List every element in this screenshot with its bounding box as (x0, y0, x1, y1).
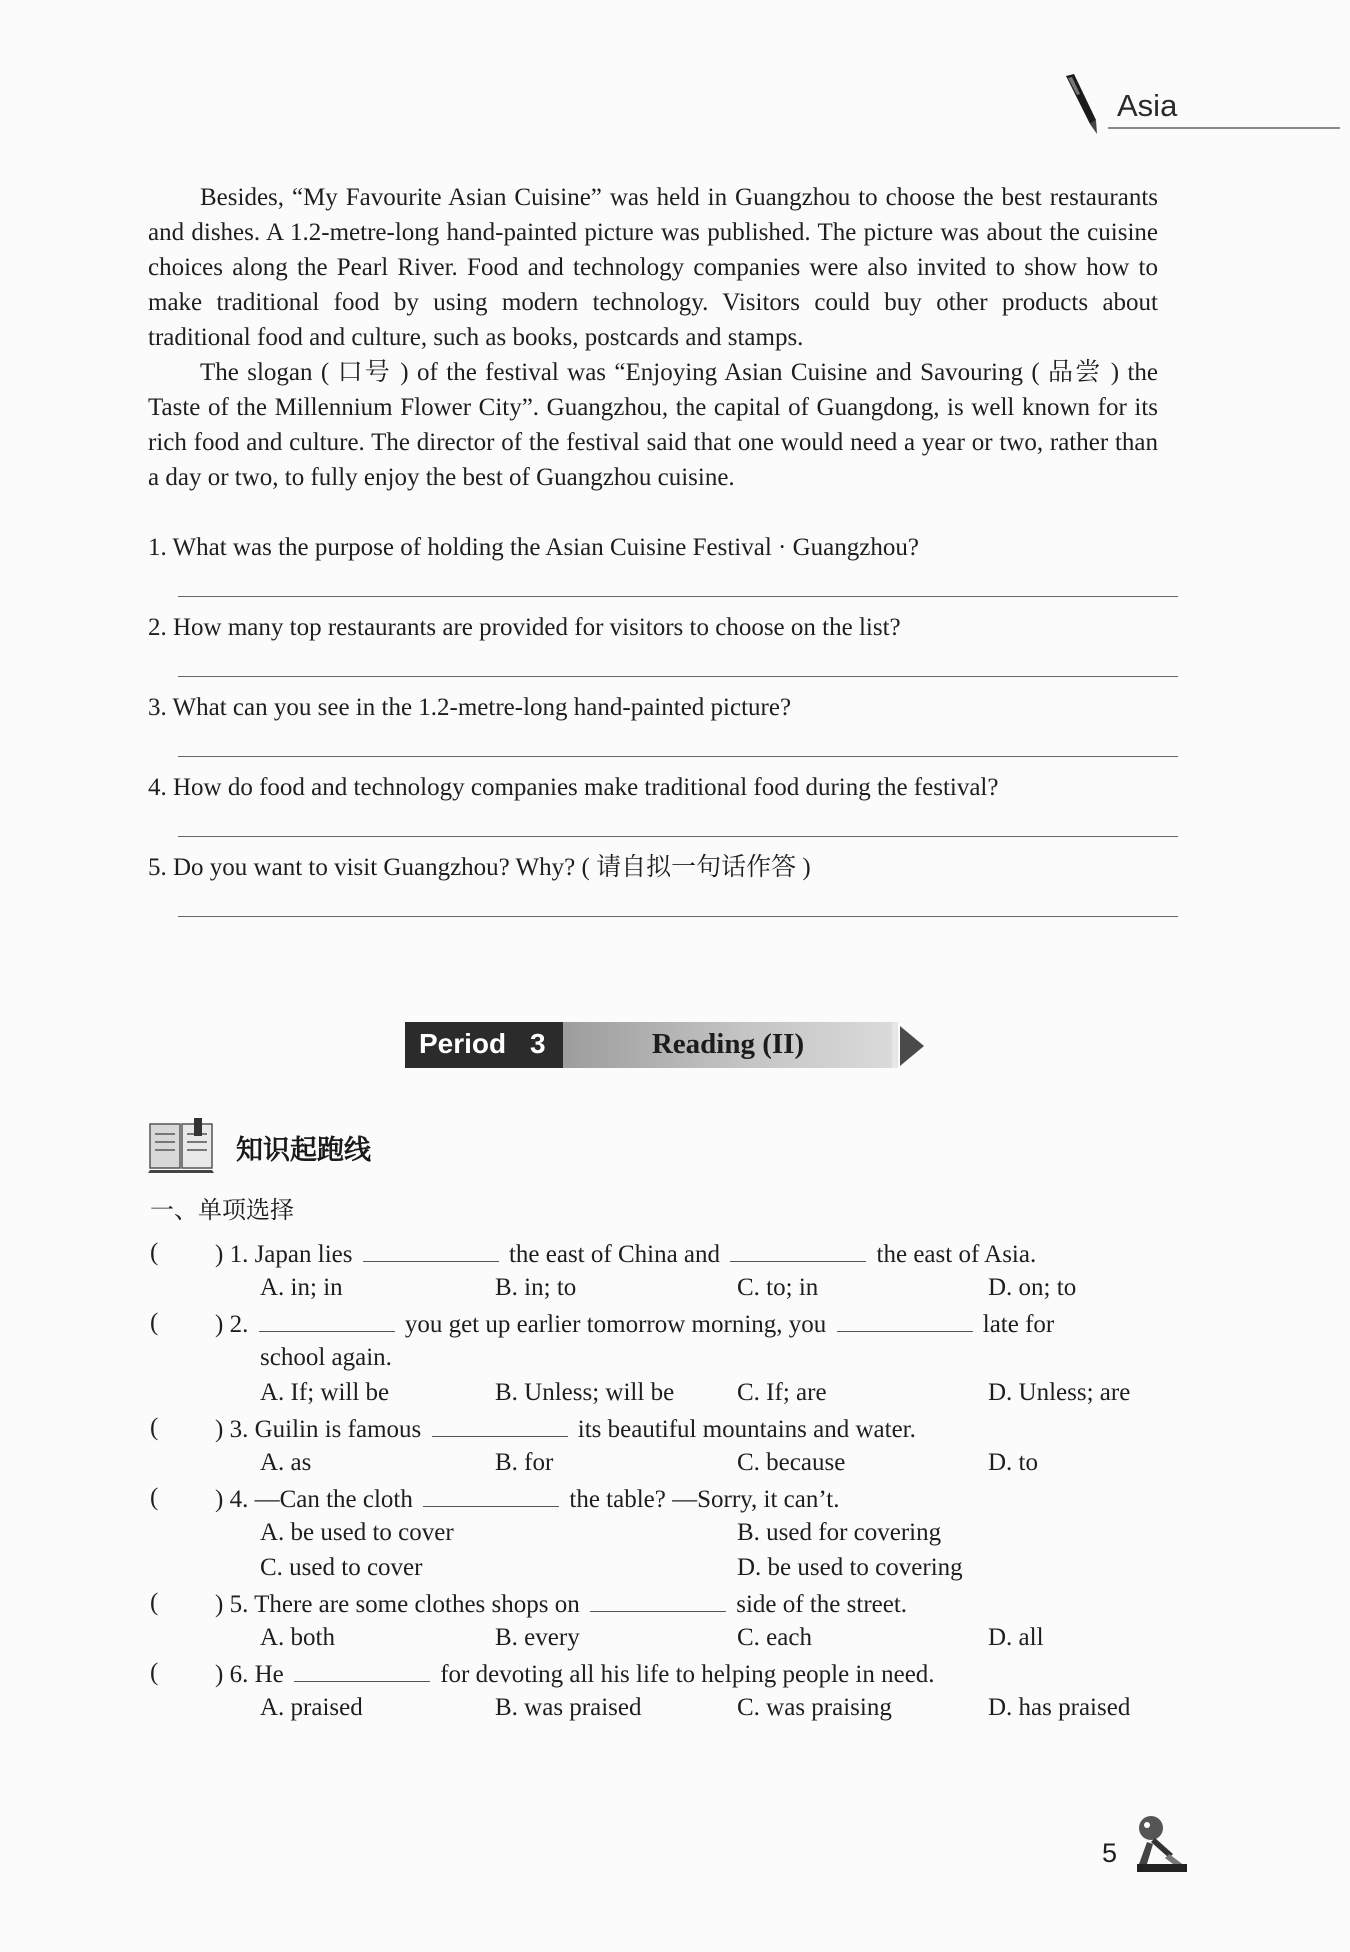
option-d[interactable]: D. all (988, 1624, 1044, 1651)
option-c[interactable]: C. used to cover (260, 1554, 423, 1581)
header-title: Asia (1117, 88, 1178, 123)
option-a[interactable]: A. in; in (260, 1274, 343, 1301)
mc-stem (215, 1305, 1054, 1342)
period-banner (405, 1020, 925, 1072)
answer-bracket[interactable]: ( (150, 1414, 159, 1441)
fill-blank[interactable] (730, 1235, 866, 1262)
option-d[interactable]: D. be used to covering (737, 1554, 963, 1581)
mc-text: you get up earlier tomorrow morning, you (404, 1311, 827, 1338)
mc-number: ) 2. (215, 1311, 249, 1338)
mc-options (150, 1375, 1200, 1410)
mc-stem (215, 1655, 935, 1692)
mc-text: the east of China and (508, 1241, 721, 1268)
mc-options (150, 1550, 1200, 1585)
mc-options (150, 1515, 1200, 1550)
mc-question (150, 1655, 1200, 1690)
question-item (148, 770, 1178, 850)
page-header (1050, 70, 1340, 140)
mc-text: Guilin is famous (254, 1416, 422, 1443)
section-title: 知识起跑线 (236, 1135, 371, 1166)
comprehension-questions (148, 530, 1178, 930)
mc-text: the east of Asia. (876, 1241, 1037, 1268)
banner-period-block (405, 1022, 563, 1068)
mc-number: ) 5. (215, 1591, 249, 1618)
option-a[interactable]: A. as (260, 1449, 312, 1476)
option-c[interactable]: C. If; are (737, 1379, 827, 1406)
option-c[interactable]: C. because (737, 1449, 846, 1476)
answer-line[interactable] (178, 596, 1178, 597)
option-b[interactable]: B. every (495, 1624, 580, 1651)
mc-text: He (254, 1661, 284, 1688)
question-text: 5. Do you want to visit Guangzhou? Why? ( 请自拟一句话作答 ) (148, 854, 811, 881)
option-a[interactable]: A. praised (260, 1694, 363, 1721)
mc-continuation (150, 1340, 1200, 1375)
option-a[interactable]: A. If; will be (260, 1379, 390, 1406)
mc-text: Japan lies (254, 1241, 353, 1268)
answer-bracket[interactable]: ( (150, 1239, 159, 1266)
mascot-icon (1125, 1808, 1195, 1878)
mc-number: ) 6. (215, 1661, 249, 1688)
mc-text: There are some clothes shops on (254, 1591, 580, 1618)
book-icon (148, 1118, 218, 1173)
mc-number: ) 1. (215, 1241, 249, 1268)
option-c[interactable]: C. each (737, 1624, 812, 1651)
option-b[interactable]: B. was praised (495, 1694, 642, 1721)
multiple-choice (150, 1235, 1200, 1725)
mc-stem (215, 1235, 1036, 1272)
mc-stem (215, 1480, 839, 1517)
question-text: 3. What can you see in the 1.2-metre-long hand-painted picture? (148, 694, 792, 721)
option-d[interactable]: D. Unless; are (988, 1379, 1131, 1406)
banner-title-block (563, 1022, 893, 1068)
play-arrow-icon (892, 1020, 926, 1072)
banner-period-label: Period (419, 1028, 507, 1059)
mc-text: school again. (260, 1344, 392, 1371)
option-b[interactable]: B. Unless; will be (495, 1379, 675, 1406)
mc-options (150, 1270, 1200, 1305)
answer-bracket[interactable]: ( (150, 1589, 159, 1616)
mc-question (150, 1410, 1200, 1445)
fill-blank[interactable] (294, 1655, 430, 1682)
option-a[interactable]: A. be used to cover (260, 1519, 454, 1546)
section-heading (148, 1118, 548, 1178)
reading-passage (148, 180, 1158, 495)
mc-text: its beautiful mountains and water. (577, 1416, 916, 1443)
mc-stem (215, 1585, 907, 1622)
mc-options (150, 1690, 1200, 1725)
answer-bracket[interactable]: ( (150, 1659, 159, 1686)
fill-blank[interactable] (432, 1410, 568, 1437)
fill-blank[interactable] (590, 1585, 726, 1612)
mc-question (150, 1305, 1200, 1340)
option-d[interactable]: D. has praised (988, 1694, 1131, 1721)
banner-title: Reading (II) (651, 1028, 805, 1060)
passage-paragraph: Besides, “My Favourite Asian Cuisine” was held in Guangzhou to choose the best restaurants and dishes. A 1.2-metre-long hand-painted picture was published. The picture was about the cuisine choices along the Pearl River. Food and technology companies were also invited to show how to make traditional food by using modern technology. Visitors could buy other products about traditional food and culture, such as books, postcards and stamps. (148, 184, 1158, 351)
option-c[interactable]: C. to; in (737, 1274, 819, 1301)
answer-bracket[interactable]: ( (150, 1484, 159, 1511)
mc-options (150, 1620, 1200, 1655)
pen-icon (1060, 72, 1110, 142)
question-item (148, 530, 1178, 610)
banner-period-number: 3 (530, 1028, 546, 1059)
question-item (148, 850, 1178, 930)
passage-paragraph: The slogan ( 口号 ) of the festival was “Enjoying Asian Cuisine and Savouring ( 品尝 ) the Taste of the Millennium Flower City”. Guangzhou, the capital of Guangdong, is well known for its rich food and culture. The director of the festival said that one would need a year or two, rather than a day or two, to fully enjoy the best of Guangzhou cuisine. (148, 359, 1158, 491)
mc-text: for devoting all his life to helping people in need. (440, 1661, 935, 1688)
option-c[interactable]: C. was praising (737, 1694, 892, 1721)
mc-number: ) 3. (215, 1416, 249, 1443)
answer-line[interactable] (178, 676, 1178, 677)
mc-text: the table? —Sorry, it can’t. (569, 1486, 840, 1513)
mc-stem (215, 1410, 916, 1447)
question-text: 1. What was the purpose of holding the Asian Cuisine Festival · Guangzhou? (148, 534, 919, 561)
answer-line[interactable] (178, 916, 1178, 917)
mc-text: side of the street. (736, 1591, 908, 1618)
question-text: 2. How many top restaurants are provided for visitors to choose on the list? (148, 614, 901, 641)
option-d[interactable]: D. on; to (988, 1274, 1077, 1301)
header-rule (1108, 127, 1340, 129)
option-a[interactable]: A. both (260, 1624, 335, 1651)
mc-question (150, 1480, 1200, 1515)
fill-blank[interactable] (363, 1235, 499, 1262)
answer-line[interactable] (178, 756, 1178, 757)
option-b[interactable]: B. for (495, 1449, 554, 1476)
option-d[interactable]: D. to (988, 1449, 1038, 1476)
mc-options (150, 1445, 1200, 1480)
question-item (148, 610, 1178, 690)
fill-blank[interactable] (837, 1305, 973, 1332)
mc-question (150, 1235, 1200, 1270)
mc-text: —Can the cloth (254, 1486, 413, 1513)
option-b[interactable]: B. in; to (495, 1274, 577, 1301)
answer-line[interactable] (178, 836, 1178, 837)
option-b[interactable]: B. used for covering (737, 1519, 942, 1546)
mc-question (150, 1585, 1200, 1620)
part-title: 一、单项选择 (150, 1196, 294, 1224)
fill-blank[interactable] (259, 1305, 395, 1332)
fill-blank[interactable] (423, 1480, 559, 1507)
page-number: 5 (1102, 1838, 1118, 1868)
question-item (148, 690, 1178, 770)
answer-bracket[interactable]: ( (150, 1309, 159, 1336)
question-text: 4. How do food and technology companies make traditional food during the festival? (148, 774, 999, 801)
mc-text: late for (982, 1311, 1055, 1338)
mc-number: ) 4. (215, 1486, 249, 1513)
